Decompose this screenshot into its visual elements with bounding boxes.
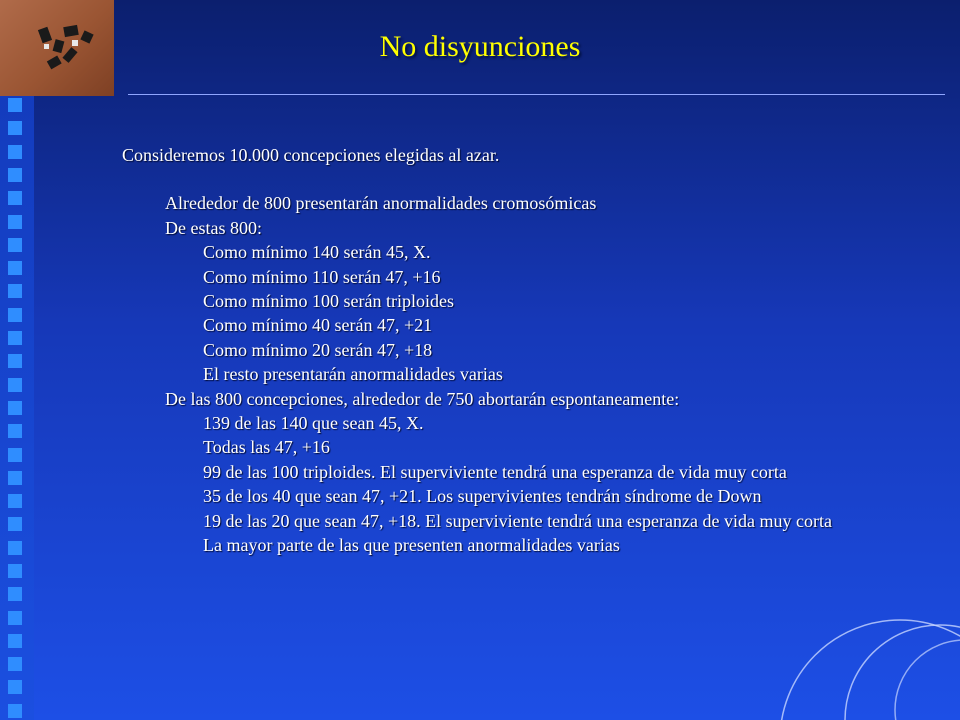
decorative-square [8,238,22,252]
decorative-square [8,284,22,298]
list-item: 139 de las 140 que sean 45, X. [203,413,424,434]
list-item: Todas las 47, +16 [203,437,330,458]
decorative-square [8,471,22,485]
left-decorative-strip [0,0,34,720]
decorative-square [8,517,22,531]
slide-body [122,143,957,558]
decorative-square [8,448,22,462]
decorative-square [8,121,22,135]
list-item: Como mínimo 140 serán 45, X. [203,242,431,263]
decorative-square [8,168,22,182]
decorative-square [8,611,22,625]
decorative-square [8,657,22,671]
decorative-square [8,215,22,229]
decorative-square [8,308,22,322]
decorative-square [8,331,22,345]
title-divider [128,94,945,95]
list-item: Como mínimo 110 serán 47, +16 [203,266,441,287]
decorative-square [8,634,22,648]
list-item: 19 de las 20 que sean 47, +18. El superviviente tendrá una esperanza de vida muy corta [203,510,832,531]
decorative-square [8,424,22,438]
decorative-square [8,494,22,508]
decorative-square [8,98,22,112]
decorative-square [8,704,22,718]
section2-heading: De las 800 concepciones, alrededor de 750 abortarán espontaneamente: [165,388,680,409]
decorative-square [8,680,22,694]
decorative-square [8,401,22,415]
decorative-square [8,145,22,159]
decorative-square [8,261,22,275]
list-item: 99 de las 100 triploides. El superviviente tendrá una esperanza de vida muy corta [203,461,787,482]
decorative-square [8,564,22,578]
list-item: El resto presentarán anormalidades varias [203,364,503,385]
list-item: 35 de los 40 que sean 47, +21. Los supervivientes tendrán síndrome de Down [203,486,762,507]
decorative-square [8,541,22,555]
list-item: Como mínimo 20 serán 47, +18 [203,339,433,360]
decorative-circles [760,600,960,720]
decorative-square [8,354,22,368]
decorative-square [8,191,22,205]
slide-title: No disyunciones [379,30,581,63]
list-item: La mayor parte de las que presenten anormalidades varias [203,535,620,556]
section1-line: De estas 800: [165,217,262,238]
list-item: Como mínimo 100 serán triploides [203,291,454,312]
section1-line: Alrededor de 800 presentarán anormalidades cromosómicas [165,193,597,214]
spacer [122,167,957,191]
decorative-square [8,587,22,601]
intro-line: Consideremos 10.000 concepciones elegidas al azar. [122,145,500,165]
decorative-square [8,378,22,392]
list-item: Como mínimo 40 serán 47, +21 [203,315,433,336]
